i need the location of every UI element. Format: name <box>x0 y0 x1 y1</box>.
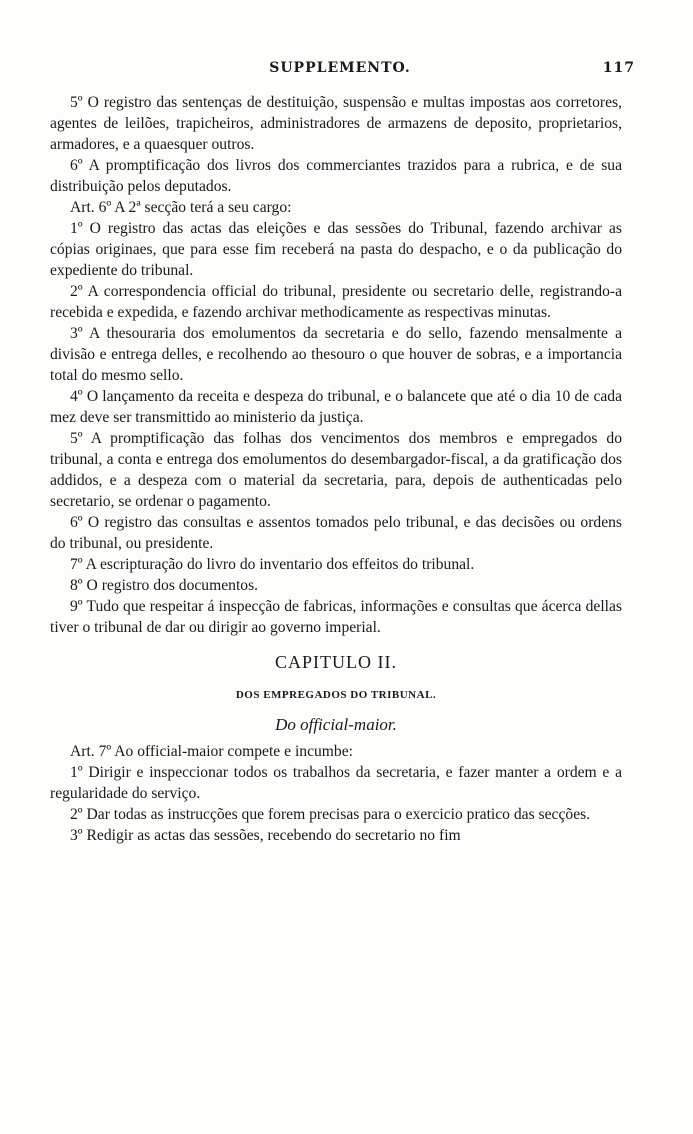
paragraph: Art. 6º A 2ª secção terá a seu cargo: <box>70 199 292 216</box>
paragraph: Art. 7º Ao official-maior compete e incumbe: <box>70 743 353 760</box>
paragraph: 3º A thesouraria dos emolumentos da secretaria e do sello, fazendo mensalmente a divisão e entrega delles, e recolhendo ao thesouro o que houver de sobras, e a importancia total do mesmo sello. <box>50 325 622 384</box>
paragraph: 5º O registro das sentenças de destituição, suspensão e multas impostas aos corretores, agentes de leilões, trapicheiros, administradores de armazens de deposito, proprietarios, armadores, e a quaesquer outros. <box>50 94 622 153</box>
running-title: SUPPLEMENTO. <box>269 60 411 76</box>
paragraph: 1º O registro das actas das eleições e das sessões do Tribunal, fazendo archivar as cópias originaes, que para esse fim receberá na pasta do despacho, e o da publicação do expediente do tribunal. <box>50 220 622 279</box>
paragraph: 6º O registro das consultas e assentos tomados pelo tribunal, e das decisões ou ordens do tribunal, ou presidente. <box>50 514 622 552</box>
paragraph: 1º Dirigir e inspeccionar todos os trabalhos da secretaria, e fazer manter a ordem e a regularidade do serviço. <box>50 764 622 802</box>
paragraph: 5º A promptificação das folhas dos vencimentos dos membros e empregados do tribunal, a conta e entrega dos emolumentos do desembargador-fiscal, a da gratificação dos addidos, e a despeza com o material da secretaria, para, depois de authenticadas pelo secretario, se ordenar o pagamento. <box>50 430 622 510</box>
chapter-heading: CAPITULO II. <box>275 652 397 672</box>
paragraph: 3º Redigir as actas das sessões, recebendo do secretario no fim <box>70 827 461 844</box>
paragraph: 8º O registro dos documentos. <box>70 577 259 594</box>
paragraph: 2º Dar todas as instrucções que forem precisas para o exercicio pratico das secções. <box>70 806 591 823</box>
page-number: 117 <box>602 60 635 76</box>
chapter-subheading: DOS EMPREGADOS DO TRIBUNAL. <box>235 689 437 701</box>
paragraph: 6º A promptificação dos livros dos commerciantes trazidos para a rubrica, e de sua distribuição pelos deputados. <box>50 157 622 195</box>
paragraph: 7º A escripturação do livro do inventario dos effeitos do tribunal. <box>70 556 475 573</box>
paragraph: 9º Tudo que respeitar á inspecção de fabricas, informações e consultas que ácerca dellas tiver o tribunal de dar ou dirigir ao governo imperial. <box>50 598 622 636</box>
section-title: Do official-maior. <box>275 715 397 734</box>
page-body <box>50 92 622 846</box>
paragraph: 4º O lançamento da receita e despeza do tribunal, e o balancete que até o dia 10 de cada mez deve ser transmittido ao ministerio da justiça. <box>50 388 622 426</box>
paragraph: 2º A correspondencia official do tribunal, presidente ou secretario delle, registrando-a recebida e expedida, e fazendo archivar methodicamente as respectivas minutas. <box>50 283 622 321</box>
